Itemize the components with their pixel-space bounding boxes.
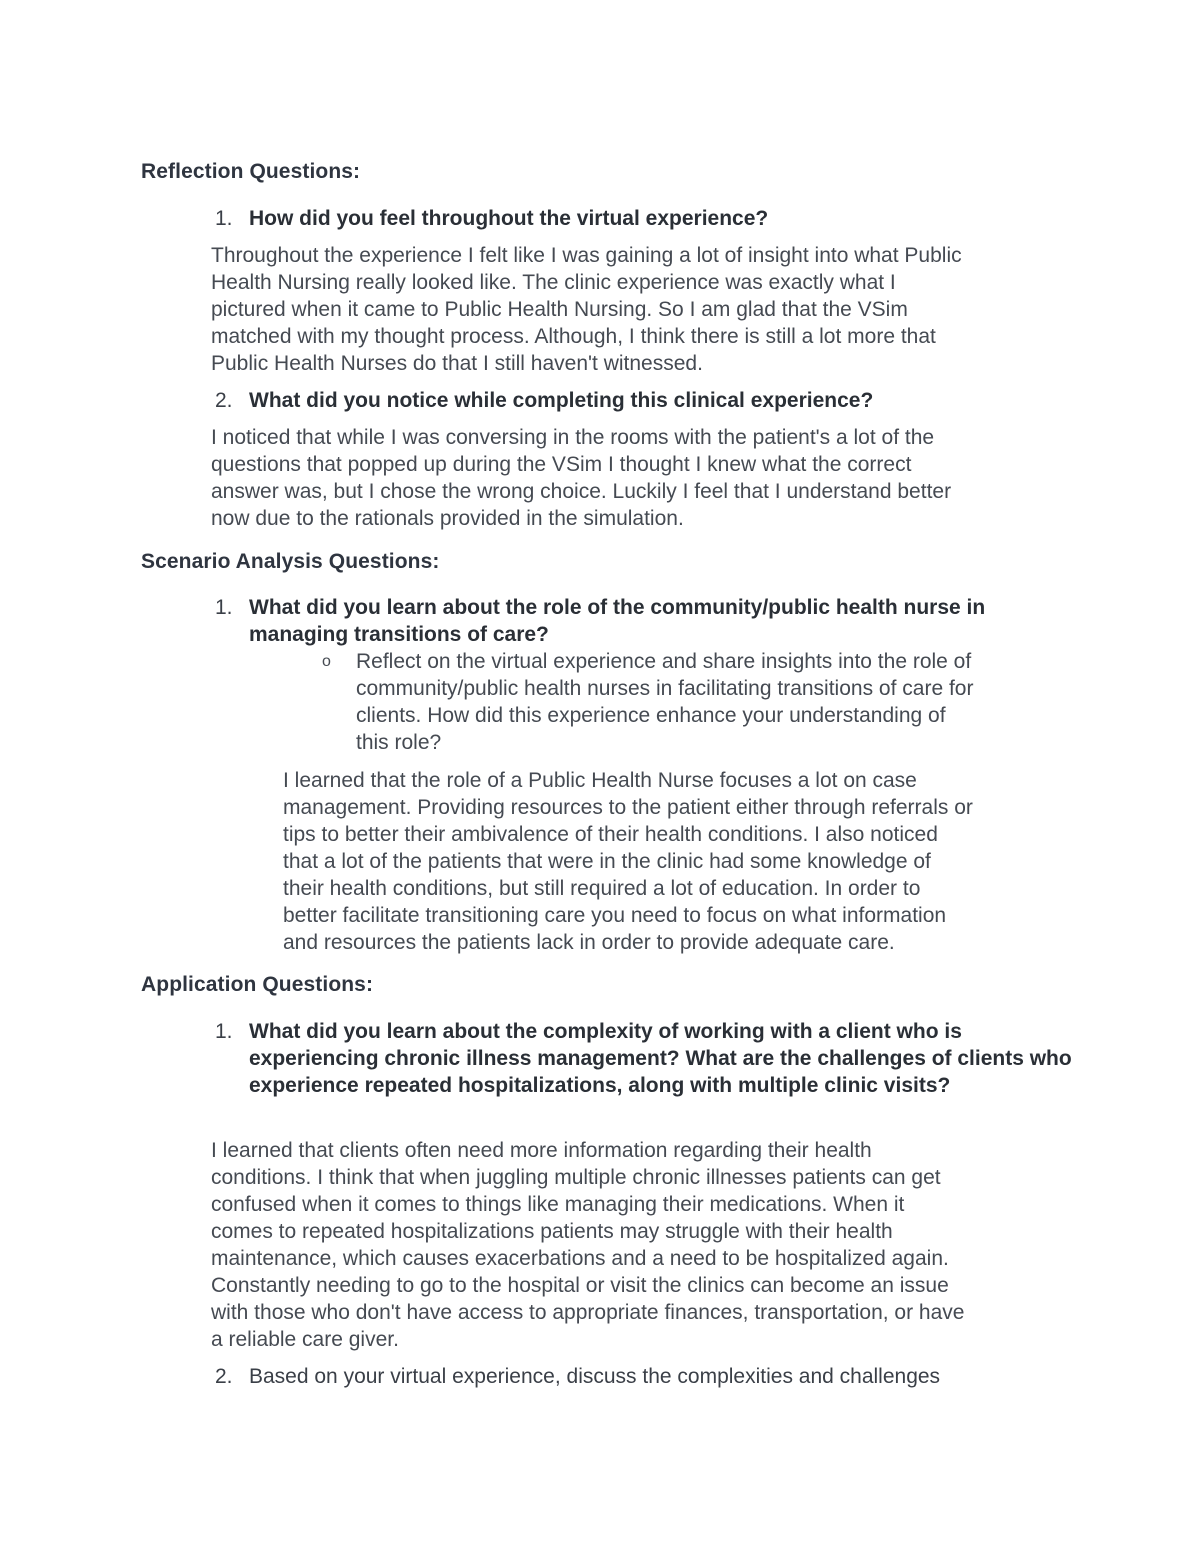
question-text: What did you notice while completing this clinical experience?: [249, 389, 874, 412]
question-text: How did you feel throughout the virtual experience?: [249, 207, 769, 230]
reflection-question-1: [215, 205, 1075, 232]
question-number: 2.: [215, 389, 233, 412]
reflection-answer-1: Throughout the experience I felt like I was gaining a lot of insight into what Public Health Nursing really looked like. The clinic experience was exactly what I pictured when it came to Public Health Nursing. So I am glad that the VSim matched with my thought process. Although, I think there is still a lot more that Public Health Nurses do that I still haven't witnessed.: [211, 244, 962, 375]
scenario-question-1: [215, 594, 1075, 648]
heading-application-questions: Application Questions:: [141, 973, 374, 996]
scenario-answer-1: I learned that the role of a Public Health Nurse focuses a lot on case management. Providing resources to the patient either through referrals or tips to better their ambivalence of their health conditions. I also noticed that a lot of the patients that were in the clinic had some knowledge of their health conditions, but still required a lot of education. In order to better facilitate transitioning care you need to focus on what information and resources the patients lack in order to provide adequate care.: [283, 769, 973, 954]
question-number: 1.: [215, 596, 233, 619]
heading-scenario-analysis-questions: Scenario Analysis Questions:: [141, 550, 440, 573]
question-number: 1.: [215, 1020, 233, 1043]
bullet-circle-icon: o: [322, 653, 331, 670]
application-answer-1: I learned that clients often need more information regarding their health conditions. I think that when juggling multiple chronic illnesses patients can get confused when it comes to things like managing their medications. When it comes to repeated hospitalizations patients may struggle with their health maintenance, which causes exacerbations and a need to be hospitalized again. Constantly needing to go to the hospital or visit the clinics can become an issue with those who don't have access to appropriate finances, transportation, or have a reliable care giver.: [211, 1139, 965, 1351]
heading-reflection-questions: Reflection Questions:: [141, 160, 361, 183]
question-number: 1.: [215, 207, 233, 230]
question-number: 2.: [215, 1365, 233, 1388]
reflection-question-2: [215, 387, 1075, 414]
application-question-1: [215, 1018, 1075, 1099]
bullet-text: Reflect on the virtual experience and share insights into the role of community/public health nurses in facilitating transitions of care for clients. How did this experience enhance your understanding of this role?: [356, 650, 974, 754]
question-text: What did you learn about the role of the community/public health nurse in managing transitions of care?: [249, 596, 986, 646]
question-text: What did you learn about the complexity of working with a client who is experiencing chronic illness management? What are the challenges of clients who experience repeated hospitalizations, along with multiple clinic visits?: [249, 1020, 1072, 1097]
question-text: Based on your virtual experience, discuss the complexities and challenges: [249, 1365, 941, 1388]
scenario-bullet-prompt: [322, 648, 1062, 756]
application-question-2: [215, 1363, 1075, 1390]
reflection-answer-2: I noticed that while I was conversing in the rooms with the patient's a lot of the questions that popped up during the VSim I thought I knew what the correct answer was, but I chose the wrong choice. Luckily I feel that I understand better now due to the rationals provided in the simulation.: [211, 426, 952, 530]
